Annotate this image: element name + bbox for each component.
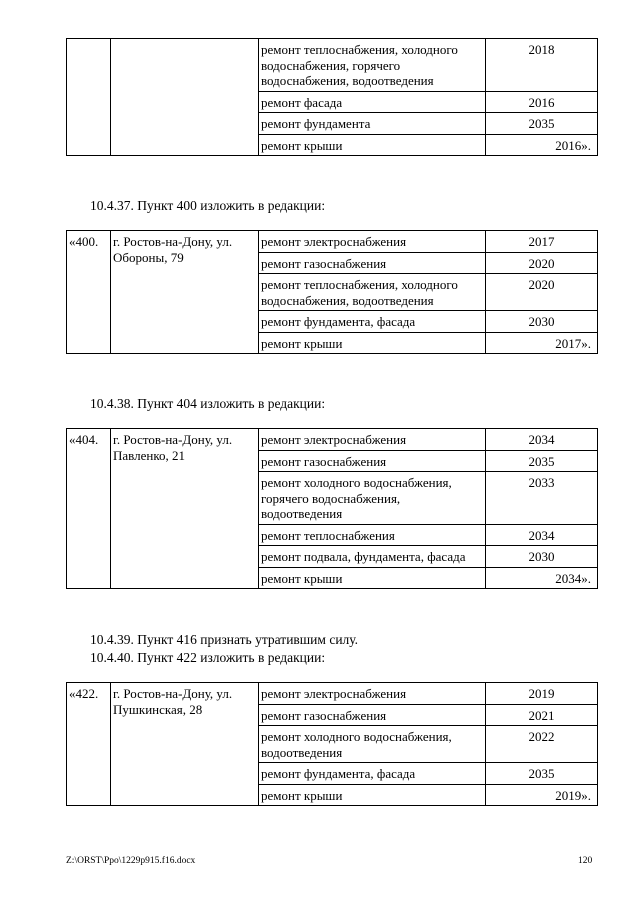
- footer-file-path: Z:\ORST\Ppo\1229p915.f16.docx: [66, 856, 196, 866]
- year-cell: 2016: [486, 91, 598, 113]
- year-cell: 2035: [486, 450, 598, 472]
- work-cell: ремонт теплоснабжения: [259, 524, 486, 546]
- year-cell: 2018: [486, 39, 598, 92]
- year-cell: 2016».: [486, 134, 598, 156]
- address-cell: г. Ростов-на-Дону, ул. Обороны, 79: [111, 231, 259, 354]
- work-cell: ремонт фундамента, фасада: [259, 311, 486, 333]
- table-row: [67, 683, 598, 705]
- year-cell: 2019: [486, 683, 598, 705]
- number-cell: «404.: [67, 429, 111, 589]
- work-cell: ремонт крыши: [259, 134, 486, 156]
- work-cell: ремонт крыши: [259, 567, 486, 589]
- table-row: [67, 429, 598, 451]
- work-cell: ремонт фундамента: [259, 113, 486, 135]
- table-item-404: [66, 428, 598, 589]
- year-cell: 2020: [486, 252, 598, 274]
- work-cell: ремонт газоснабжения: [259, 450, 486, 472]
- year-cell: 2017».: [486, 332, 598, 354]
- table-row: [67, 231, 598, 253]
- work-cell: ремонт подвала, фундамента, фасада: [259, 546, 486, 568]
- address-cell: г. Ростов-на-Дону, ул. Павленко, 21: [111, 429, 259, 589]
- work-cell: ремонт электроснабжения: [259, 231, 486, 253]
- work-cell: ремонт крыши: [259, 332, 486, 354]
- work-cell: ремонт электроснабжения: [259, 429, 486, 451]
- work-cell: ремонт фундамента, фасада: [259, 763, 486, 785]
- paragraph-10-4-40: 10.4.40. Пункт 422 изложить в редакции:: [90, 650, 326, 665]
- year-cell: 2017: [486, 231, 598, 253]
- work-cell: ремонт теплоснабжения, холодного водоснабжения, горячего водоснабжения, водоотведения: [259, 39, 486, 92]
- year-cell: 2035: [486, 763, 598, 785]
- address-cell: г. Ростов-на-Дону, ул. Пушкинская, 28: [111, 683, 259, 806]
- year-cell: 2021: [486, 704, 598, 726]
- work-cell: ремонт холодного водоснабжения, водоотведения: [259, 726, 486, 763]
- year-cell: 2034: [486, 524, 598, 546]
- work-cell: ремонт газоснабжения: [259, 252, 486, 274]
- work-cell: ремонт фасада: [259, 91, 486, 113]
- work-cell: ремонт газоснабжения: [259, 704, 486, 726]
- year-cell: 2035: [486, 113, 598, 135]
- table-item-400: [66, 230, 598, 354]
- work-cell: ремонт холодного водоснабжения, горячего водоснабжения, водоотведения: [259, 472, 486, 525]
- work-cell: ремонт теплоснабжения, холодного водоснабжения, водоотведения: [259, 274, 486, 311]
- year-cell: 2033: [486, 472, 598, 525]
- year-cell: 2034: [486, 429, 598, 451]
- address-cell: [111, 39, 259, 156]
- year-cell: 2034».: [486, 567, 598, 589]
- work-cell: ремонт электроснабжения: [259, 683, 486, 705]
- year-cell: 2019».: [486, 784, 598, 806]
- work-cell: ремонт крыши: [259, 784, 486, 806]
- table-row: [67, 39, 598, 92]
- paragraph-10-4-37: 10.4.37. Пункт 400 изложить в редакции:: [90, 198, 326, 213]
- number-cell: [67, 39, 111, 156]
- paragraph-10-4-39: 10.4.39. Пункт 416 признать утратившим силу.: [90, 632, 359, 647]
- year-cell: 2020: [486, 274, 598, 311]
- year-cell: 2030: [486, 311, 598, 333]
- year-cell: 2022: [486, 726, 598, 763]
- paragraph-10-4-38: 10.4.38. Пункт 404 изложить в редакции:: [90, 396, 326, 411]
- table-item-422: [66, 682, 598, 806]
- page-number: 120: [578, 856, 593, 866]
- year-cell: 2030: [486, 546, 598, 568]
- table-continuation: [66, 38, 598, 156]
- number-cell: «422.: [67, 683, 111, 806]
- number-cell: «400.: [67, 231, 111, 354]
